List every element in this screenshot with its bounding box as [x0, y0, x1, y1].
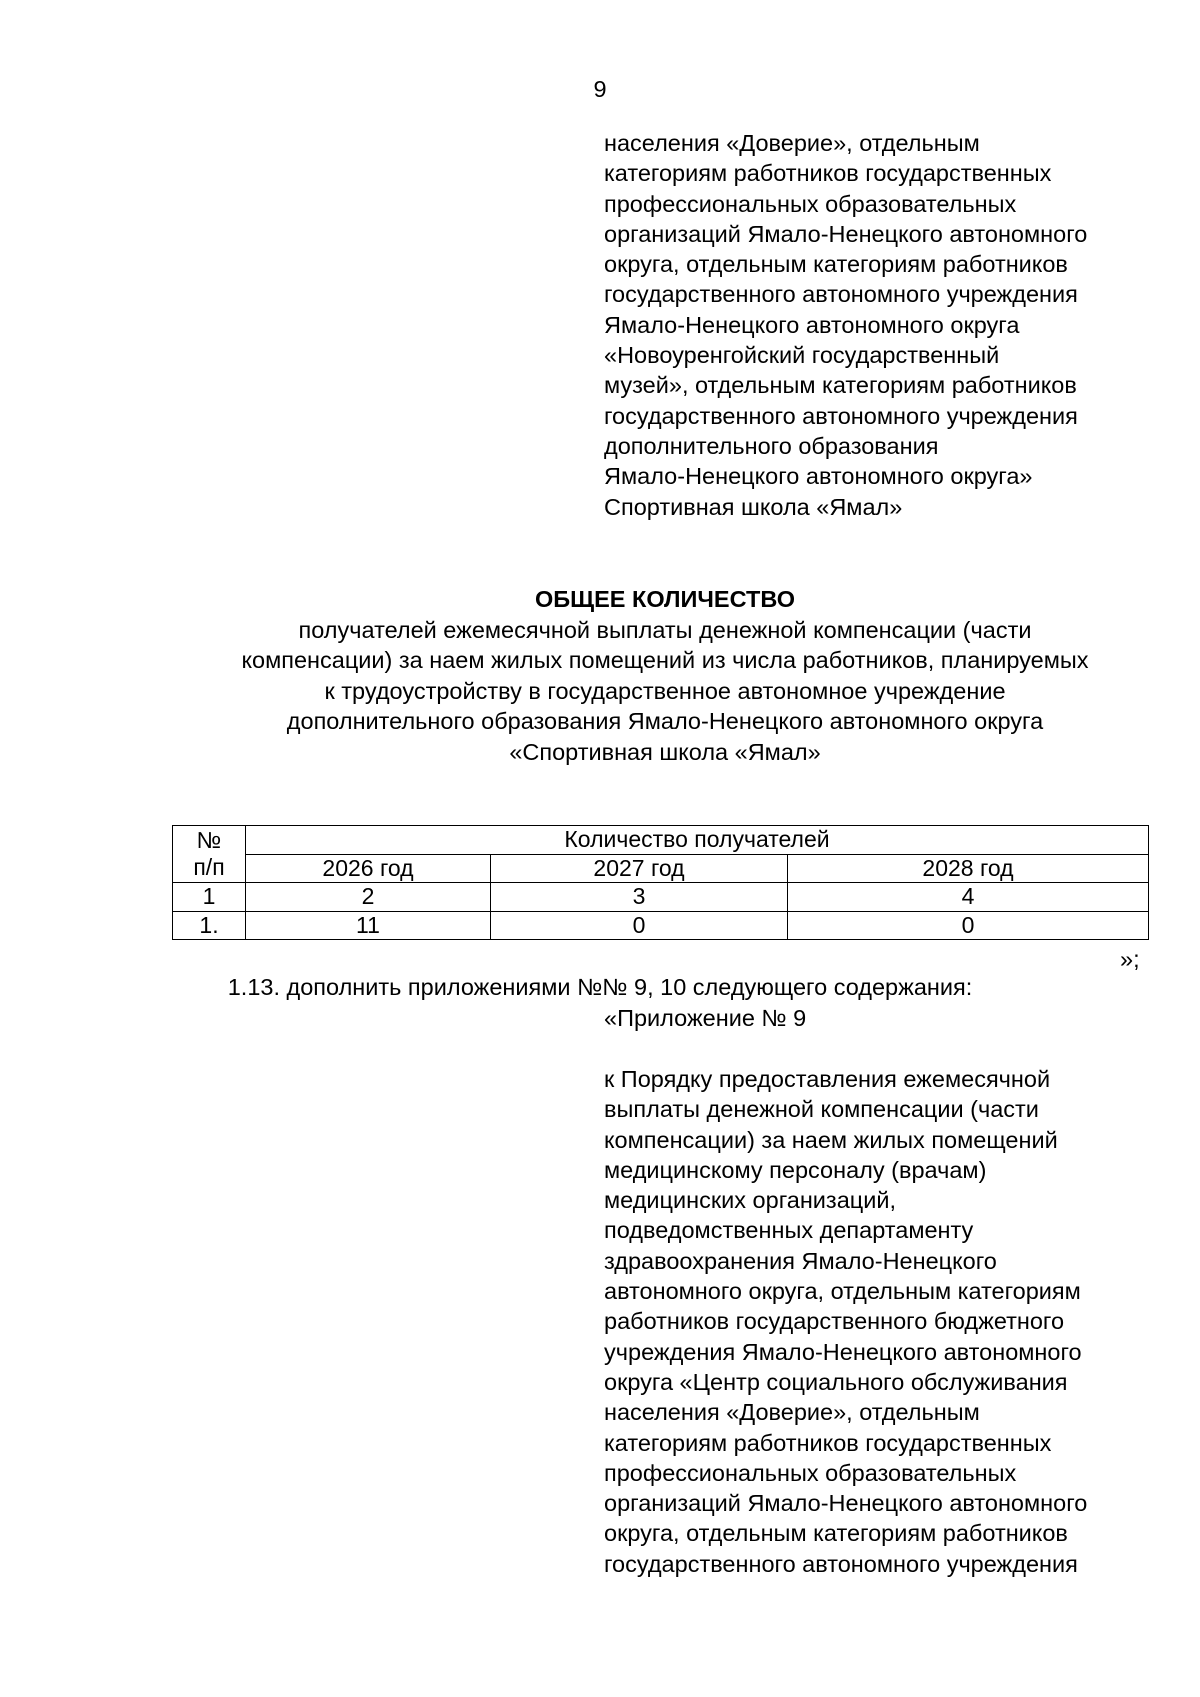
header-number-sign: №	[196, 827, 222, 853]
header-cell-year: 2026 год	[246, 854, 491, 883]
header-cell-number	[173, 826, 246, 883]
text-line: государственного автономного учреждения	[604, 281, 1078, 308]
text-line: государственного автономного учреждения	[604, 1550, 1078, 1577]
text-line: округа, отдельным категориям работников	[604, 251, 1068, 278]
text-line: «Новоуренгойский государственный	[604, 342, 1000, 369]
text-line: округа «Центр социального обслуживания	[604, 1368, 1068, 1395]
text-line: категориям работников государственных	[604, 160, 1052, 187]
text-line: к Порядку предоставления ежемесячной	[604, 1066, 1051, 1092]
recipients-table	[172, 825, 1149, 940]
header-cell-year: 2028 год	[788, 854, 1149, 883]
text-line: Ямало-Ненецкого автономного округа	[604, 311, 1020, 338]
closing-quote-mark: »;	[1120, 946, 1140, 972]
text-line: категориям работников государственных	[604, 1429, 1052, 1456]
text-line: населения «Доверие», отдельным	[604, 1399, 980, 1426]
table-cell: 2	[246, 883, 491, 912]
appendix-title: «Приложение № 9	[604, 1005, 807, 1031]
section-heading	[140, 584, 1190, 767]
text-line: медицинскому персоналу (врачам)	[604, 1156, 987, 1183]
text-line: работников государственного бюджетного	[604, 1308, 1065, 1335]
appendix-heading	[604, 1064, 1184, 1579]
text-line: государственного автономного учреждения	[604, 402, 1078, 429]
table-header-row	[173, 854, 1149, 883]
text-line: Спортивная школа «Ямал»	[604, 493, 903, 520]
text-line: учреждения Ямало-Ненецкого автономного	[604, 1338, 1082, 1365]
table-cell: 11	[246, 911, 491, 940]
table-header-row	[173, 826, 1149, 855]
header-cell-recipients: Количество получателей	[246, 826, 1149, 855]
paragraph-item-113: 1.13. дополнить приложениями №№ 9, 10 следующего содержания:	[227, 974, 973, 1000]
text-line: компенсации) за наем жилых помещений	[604, 1126, 1058, 1153]
text-line: профессиональных образовательных	[604, 190, 1017, 217]
section-subtitle-line: дополнительного образования Ямало-Ненецкого автономного округа	[286, 708, 1044, 734]
text-line: здравоохранения Ямало-Ненецкого	[604, 1247, 997, 1274]
section-subtitle-line: к трудоустройству в государственное автономное учреждение	[324, 677, 1006, 704]
table-cell: 0	[491, 911, 788, 940]
text-line: выплаты денежной компенсации (части	[604, 1096, 1039, 1123]
text-line: автономного округа, отдельным категориям	[604, 1278, 1081, 1305]
section-subtitle-line: «Спортивная школа «Ямал»	[509, 738, 821, 765]
table-cell: 3	[491, 883, 788, 912]
section-subtitle-line: получателей ежемесячной выплаты денежной компенсации (части	[298, 616, 1032, 643]
header-cell-year: 2027 год	[491, 854, 788, 883]
text-line: населения «Доверие», отдельным	[604, 130, 980, 156]
text-line: организаций Ямало-Ненецкого автономного	[604, 220, 1088, 247]
section-title: ОБЩЕЕ КОЛИЧЕСТВО	[534, 586, 795, 612]
section-subtitle-line: компенсации) за наем жилых помещений из числа работников, планируемых	[241, 647, 1089, 673]
table-cell: 1.	[173, 911, 246, 940]
text-line: музей», отдельным категориям работников	[604, 372, 1077, 399]
text-line: округа, отдельным категориям работников	[604, 1520, 1068, 1547]
text-line: дополнительного образования	[604, 432, 939, 459]
table-row	[173, 911, 1149, 940]
header-number-pp: п/п	[193, 854, 225, 880]
table-index-row	[173, 883, 1149, 912]
table-cell: 1	[173, 883, 246, 912]
table-cell: 4	[788, 883, 1149, 912]
table-cell: 0	[788, 911, 1149, 940]
text-line: профессиональных образовательных	[604, 1459, 1017, 1486]
text-line: медицинских организаций,	[604, 1187, 897, 1214]
text-line: Ямало-Ненецкого автономного округа»	[604, 463, 1033, 490]
appendix-heading-continuation	[604, 128, 1184, 522]
page-number: 9	[593, 76, 607, 102]
text-line: организаций Ямало-Ненецкого автономного	[604, 1490, 1088, 1517]
text-line: подведомственных департаменту	[604, 1217, 974, 1244]
